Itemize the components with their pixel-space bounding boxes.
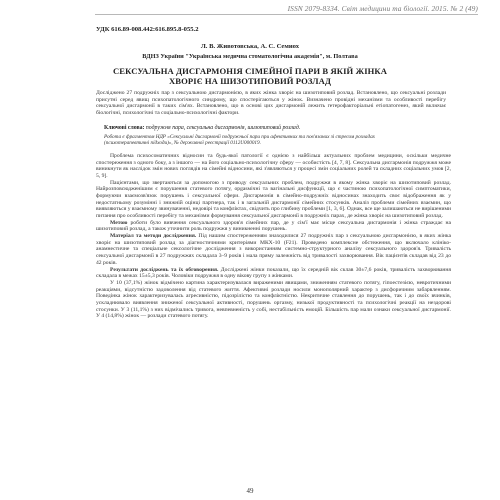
keywords-text: подружня пара, сексуальна дисгармонія, шизотиповий розлад. [145,125,301,131]
keywords [104,125,300,131]
paragraph: Пацієнтами, що звертаються за допомогою з приводу сексуальних проблем, подружжя в якому жінка хворіє на шизотиповий розлад. Найрозповсюдженішим є порушення статевого потягу, орgasмічні та вагінальні дисфункції, що є частиною психопатологічної симптоматики, формуючи взаємозв'язок порушень і сексуальної сфери. Дисгармонія в сімейно-подружніх відносинах знаходить своє відображення як у недостатньому розумінні і знижній оцінці партнера, так і в загальній дисгармонії сімейних стосунків. Аналіз проблеми сімейних взаємин, що виявляються у взаємному звинуваченні, недовірі та конфліктах, свідчить про глибину проблеми [1, 3, 6]. Однак, все ще залишаються не вирішеними питання про особливості перебігу та механізми формування сексуальної дисгармонії в подружніх парах, де жінка хворіє на шизотиповий розлад. [96,179,451,219]
journal-issn-header: ISSN 2079-8334. Світ медицини та біології. 2015. № 2 (49) [287,4,478,13]
paragraph [96,267,451,280]
udk-code: УДК 616.89-008.442:616.895.8-055.2 [96,26,199,33]
authors: Л. В. Животовська, А. С. Семиох [200,43,300,50]
paragraph [96,233,451,266]
paragraph [96,220,451,233]
paragraph-text: роботи було вивчення сексуального здоров'я сімейних пар, де у сім'ї має місце сексуальна дисгармонія і жінка страждає на шизотиповий розлад, а також уточнити роль подружжя у виникненні порушень. [96,219,452,233]
section-heading: Результати досліджень та їх обговорення. [110,266,219,273]
article-body [96,153,451,320]
keywords-label: Ключові слова: [104,125,145,131]
paragraph-text: Під нашим спостереженням знаходилися 27 подружніх пар з сексуальною дисгармонією, в яких жінка хворіє на шизотиповий розлад за діагностичними критеріями МКХ-10 (F21). Проведено комплексне обстеження, що включало клініко-анамнестичне та спеціальне сексологічне дослідження з використанням системно-структурного аналізу сексуального здоров'я. Тривалість сексуальної дисгармонії в 27 подружжях складала 3–9 років і мала пряму залежність від тривалості захворювання. Вік пацієнтів складав від 23 до 42 років. [96,233,451,266]
header-rule [95,14,478,15]
article-title: СЕКСУАЛЬНА ДИСГАРМОНІЯ СІМЕЙНОЇ ПАРИ В ЯКІЙ ЖІНКА ХВОРІЄ НА ШИЗОТИПОВИЙ РОЗЛАД [112,66,388,86]
page-number: 49 [246,487,254,495]
paragraph: Проблема психосоматичних відносин та будь-якої патології є однією з найбільш актуальних проблем медицини, оскільки медичне спостереження з одного боку, а з іншого — на його соціально-психологічну сферу — особистість [4, 7, 8]. Сексуальна дисгармонія подружжя може виникнути як наслідок змін нових поглядів на сімейні відносини, які з'являються у процесі змін соціальних ролей та складних соціальних умов [2, 5, 9]. [96,153,451,179]
paragraph: У 10 (37,1%) жінок відмічено картина характеризувалася вираженими явищами, зниженням статевого потягу, гіпоестезією, невротичними реакціями, відсутністю задоволення від статевого життя. Афективні розлади носили монополярний характер з дисфоричним забарвленням. Поведінка жінок характеризувалась агресивністю, підозрілістю та конфліктністю. Некритичне ставлення до порушень, так і до своїх вчинків, ускладнювало виявлення зниженої сексуальної активності, порушень оргазму, низької продуктивності та психологічні реакції на нездорові стосунки. У 3 (11,1%) з них відмічались тривога, невпевненість у собі, нестабільність емоцій. Більшість пар мали ознаки сексуальної дисгармонії. У 4 (14,8%) жінок — розлади статевого потягу. [96,280,451,320]
section-heading: Матеріал та методи дослідження. [110,233,197,240]
abstract: Досліджено 27 подружніх пар з сексуальною дисгармонією, в яких жінка хворіє на шизотиповий розлад. Встановлено, що сексуальні розлади присутні серед явищ психопатологічного синдрому, що спостерігаються у жінок. Визначено провідні механізми та особливості перебігу сексуальної дисгармонії в таких сім'ях. Встановлено, що в основі цих дисгармоній лежить гетерофакторіальні етіопатогенез, який включає біологічні, психологічні та соціально-психологічні фактори. [96,90,446,116]
affiliation: ВДНЗ України "Українська медична стоматологічна академія", м. Полтава [142,53,358,60]
paragraph-text: Досліджені жінки показали, що їх середній вік склав 30±7,6 років, тривалість захворювання складала в межах 15±5,3 років. Чоловіки подружжя в одну вікову групу з жінками. [96,266,451,280]
funding-note: Робота є фрагментом НДР «Сексуальні дисгармонії подружньої пари при афективних та пов'язаних зі стресом розладах (психотерапевтичні підходи)», № державної реєстрації 0112U000019. [104,134,375,147]
section-heading: Метою [110,219,128,226]
